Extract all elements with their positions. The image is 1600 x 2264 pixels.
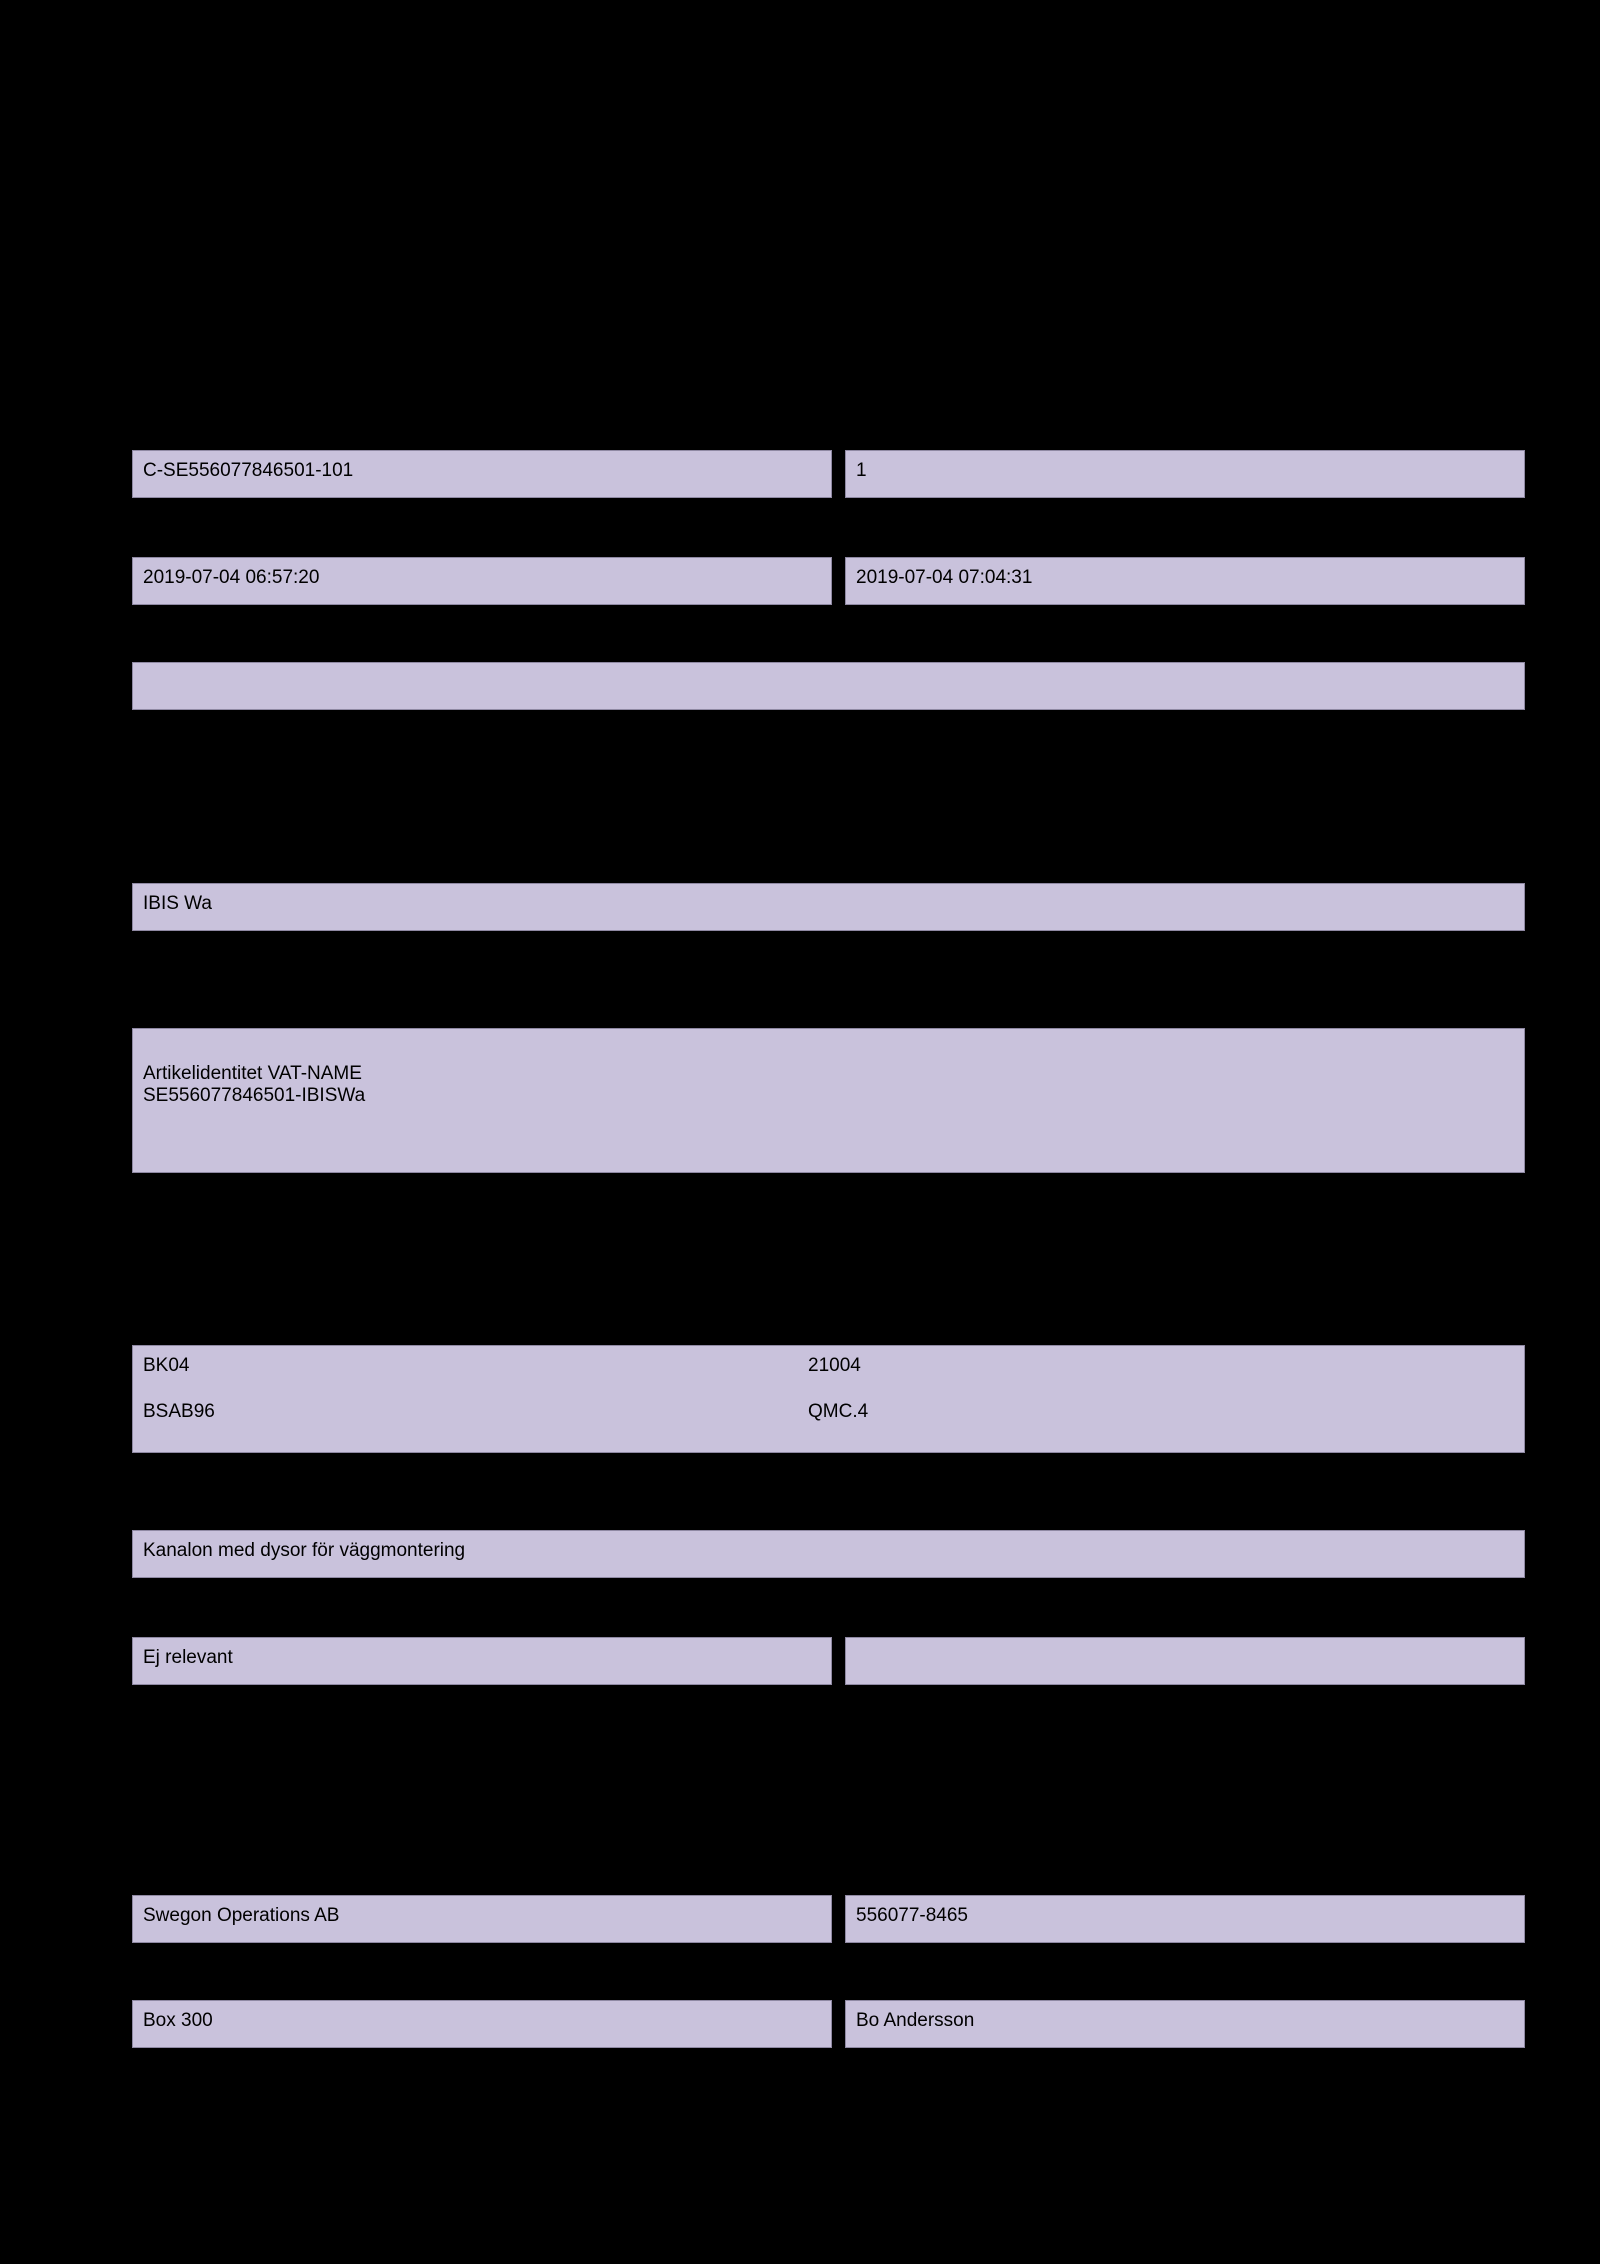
classification-bsab96-label: BSAB96: [143, 1401, 215, 1422]
field-description[interactable]: Kanalon med dysor för väggmontering: [132, 1530, 1525, 1578]
field-article-identity[interactable]: [132, 1028, 1525, 1173]
field-short-name[interactable]: IBIS Wa: [132, 883, 1525, 931]
field-empty-1[interactable]: [132, 662, 1525, 710]
field-version[interactable]: 1: [845, 450, 1525, 498]
article-identity-line-2: SE556077846501-IBISWa: [143, 1085, 366, 1106]
field-classification-group[interactable]: [132, 1345, 1525, 1453]
field-relevance[interactable]: Ej relevant: [132, 1637, 832, 1685]
classification-bsab96-code: QMC.4: [808, 1401, 869, 1422]
field-company-name[interactable]: Swegon Operations AB: [132, 1895, 832, 1943]
classification-bk04-label: BK04: [143, 1355, 190, 1376]
field-address[interactable]: Box 300: [132, 2000, 832, 2048]
field-created-datetime[interactable]: 2019-07-04 06:57:20: [132, 557, 832, 605]
field-modified-datetime[interactable]: 2019-07-04 07:04:31: [845, 557, 1525, 605]
classification-bk04-code: 21004: [808, 1355, 861, 1376]
field-identifier[interactable]: C-SE556077846501-101: [132, 450, 832, 498]
field-org-number[interactable]: 556077-8465: [845, 1895, 1525, 1943]
field-empty-2[interactable]: [845, 1637, 1525, 1685]
field-contact-person[interactable]: Bo Andersson: [845, 2000, 1525, 2048]
article-identity-line-1: Artikelidentitet VAT-NAME: [143, 1063, 362, 1084]
